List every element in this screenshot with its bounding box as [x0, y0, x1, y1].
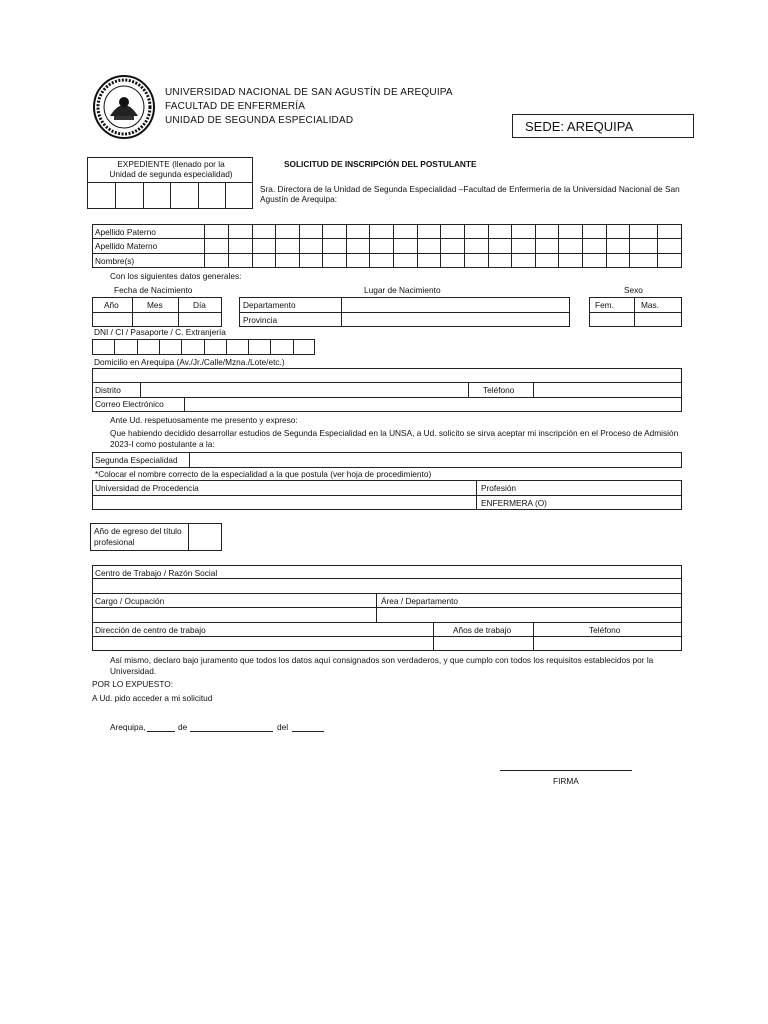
grid-divider — [293, 339, 294, 355]
anio-field[interactable] — [93, 313, 132, 326]
expediente-cell[interactable] — [88, 183, 115, 209]
dia-label: Día — [193, 300, 206, 310]
universidad-label: Universidad de Procedencia — [95, 483, 199, 493]
grid-divider — [226, 339, 227, 355]
arequipa-label: Arequipa, — [110, 722, 146, 732]
firma-label: FIRMA — [553, 776, 579, 786]
mes-label: Mes — [147, 300, 163, 310]
anio-egreso-label: Año de egreso del título profesional — [94, 526, 182, 547]
apellido-paterno-label: Apellido Paterno — [95, 227, 156, 237]
colocar-nota: *Colocar el nombre correcto de la especialidad a la que postula (ver hoja de procedimiento) — [95, 469, 432, 479]
datos-generales: Con los siguientes datos generales: — [110, 271, 242, 281]
telefono-trabajo-field[interactable] — [534, 637, 681, 650]
provincia-field[interactable] — [342, 313, 569, 326]
direccion-trabajo-field[interactable] — [93, 637, 433, 650]
nombres-label: Nombre(s) — [95, 256, 135, 266]
university-seal — [92, 74, 156, 140]
expediente-label: EXPEDIENTE (llenado por la Unidad de segunda especialidad) — [109, 159, 233, 179]
ante-text: Ante Ud. respetuosamente me presento y expreso: — [110, 415, 298, 425]
faculty-name: FACULTAD DE ENFERMERÍA — [165, 101, 306, 112]
anio-label: Año — [104, 300, 119, 310]
correo-field[interactable] — [185, 398, 681, 411]
university-seal-icon — [92, 74, 156, 140]
telefono-label: Teléfono — [483, 385, 515, 395]
mas-checkbox[interactable] — [635, 313, 681, 326]
salutation: Sra. Directora de la Unidad de Segunda Especialidad –Facultad de Enfermería de la Universidad Nacional de San Agustín de Arequipa: — [260, 184, 680, 204]
centro-trabajo-label: Centro de Trabajo / Razón Social — [95, 568, 218, 578]
day-blank[interactable] — [147, 731, 175, 732]
apellido-materno-label: Apellido Materno — [95, 241, 158, 251]
telefono-trabajo-label: Teléfono — [589, 625, 621, 635]
segunda-especialidad-label: Segunda Especialidad — [95, 455, 178, 465]
area-label: Área / Departamento — [381, 596, 459, 606]
telefono-field[interactable] — [534, 383, 681, 396]
apellido-materno-field[interactable] — [205, 239, 681, 252]
de-label: de — [178, 722, 188, 732]
profesion-label: Profesión — [481, 483, 517, 493]
nombres-field[interactable] — [205, 254, 681, 267]
provincia-label: Provincia — [243, 315, 278, 325]
fem-checkbox[interactable] — [590, 313, 634, 326]
sexo-label: Sexo — [624, 285, 643, 295]
cargo-label: Cargo / Ocupación — [95, 596, 165, 606]
grid-divider — [137, 339, 138, 355]
signature-line[interactable] — [500, 770, 632, 771]
month-blank[interactable] — [190, 731, 273, 732]
university-name: UNIVERSIDAD NACIONAL DE SAN AGUSTÍN DE AREQUIPA — [165, 87, 453, 98]
profesion-value: ENFERMERA (O) — [481, 498, 547, 508]
declaracion-text: Así mismo, declaro bajo juramento que todos los datos aquí consignados son verdaderos, y que cumplo con todos los requisitos establecidos por la Universidad. — [110, 655, 654, 676]
mes-field[interactable] — [133, 313, 178, 326]
domicilio-field[interactable] — [93, 369, 681, 382]
grid-divider — [181, 339, 182, 355]
unit-name: UNIDAD DE SEGUNDA ESPECIALIDAD — [165, 115, 354, 126]
distrito-label: Distrito — [95, 385, 121, 395]
grid-divider — [114, 339, 115, 355]
sede-box — [512, 114, 694, 138]
fecha-nacimiento-label: Fecha de Nacimiento — [114, 285, 193, 295]
pido-text: A Ud. pido acceder a mi solicitud — [92, 693, 213, 703]
mas-label: Mas. — [641, 300, 659, 310]
universidad-field[interactable] — [93, 496, 476, 509]
dni-label: DNI / CI / Pasaporte / C. Extranjería — [94, 327, 226, 337]
anios-trabajo-field[interactable] — [434, 637, 533, 650]
apellido-paterno-field[interactable] — [205, 225, 681, 238]
departamento-field[interactable] — [342, 298, 569, 311]
segunda-especialidad-field[interactable] — [190, 453, 681, 467]
anios-trabajo-label: Años de trabajo — [453, 625, 512, 635]
sede-label: SEDE: AREQUIPA — [525, 119, 634, 134]
dia-field[interactable] — [179, 313, 221, 326]
centro-trabajo-field[interactable] — [93, 579, 681, 592]
grid-divider — [159, 339, 160, 355]
que-habiendo-text: Que habiendo decidido desarrollar estudios de Segunda Especialidad en la UNSA, a Ud. solicito se sirva aceptar mi inscripción en el Proceso de Admisión 2023-I como postulante a la: — [110, 428, 679, 449]
grid-divider — [204, 339, 205, 355]
departamento-label: Departamento — [243, 300, 296, 310]
grid-divider — [270, 339, 271, 355]
direccion-trabajo-label: Dirección de centro de trabajo — [95, 625, 206, 635]
form-title: SOLICITUD DE INSCRIPCIÓN DEL POSTULANTE — [284, 159, 477, 169]
lugar-nacimiento-label: Lugar de Nacimiento — [364, 285, 441, 295]
distrito-field[interactable] — [141, 383, 468, 396]
grid-divider — [248, 339, 249, 355]
year-blank[interactable] — [292, 731, 324, 732]
anio-egreso-field[interactable] — [189, 524, 221, 550]
cargo-field[interactable] — [93, 608, 376, 621]
area-field[interactable] — [377, 608, 681, 621]
domicilio-label: Domicilio en Arequipa (Av./Jr./Calle/Mzna./Lote/etc.) — [94, 357, 285, 367]
por-lo-expuesto: POR LO EXPUESTO: — [92, 679, 173, 689]
del-label: del — [277, 722, 289, 732]
fem-label: Fem. — [595, 300, 614, 310]
correo-label: Correo Electrónico — [95, 399, 164, 409]
